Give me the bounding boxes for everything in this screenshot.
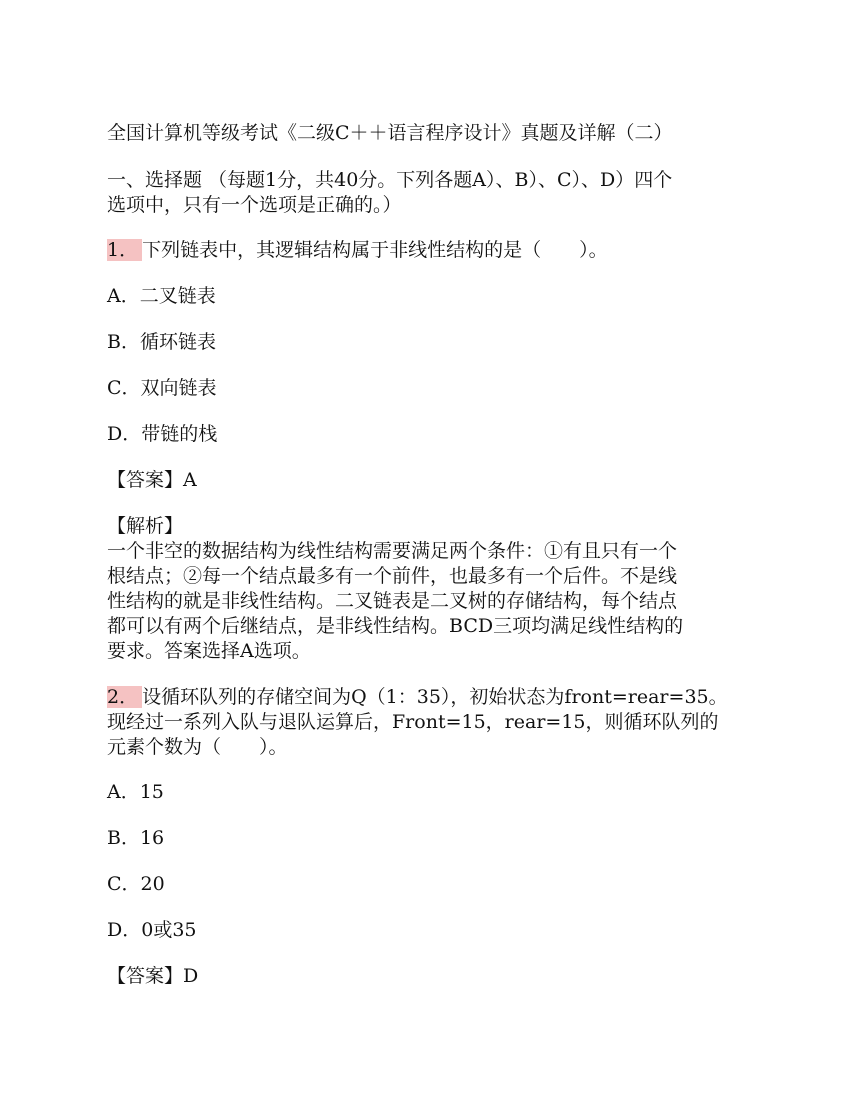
question-1-number: 1． (107, 239, 142, 261)
question-2-option-a: A．15 (107, 781, 164, 803)
section-heading-line-2: 选项中，只有一个选项是正确的。） (107, 194, 402, 216)
question-2-stem-line-2: 现经过一系列入队与退队运算后，Front=15，rear=15，则循环队列的 (107, 711, 719, 733)
question-1-analysis-line-2: 根结点；②每一个结点最多有一个前件，也最多有一个后件。不是线 (107, 565, 678, 587)
section-heading-line-1: 一、选择题 （每题1分，共40分。下列各题A）、B）、C）、D）四个 (107, 169, 673, 191)
question-1-analysis-line-4: 都可以有两个后继结点，是非线性结构。BCD三项均满足线性结构的 (107, 615, 684, 637)
question-2-answer: 【答案】D (107, 965, 199, 987)
question-1-analysis-line-1: 一个非空的数据结构为线性结构需要满足两个条件：①有且只有一个 (107, 540, 678, 562)
question-2-option-b: B．16 (107, 827, 165, 849)
question-1-analysis-line-3: 性结构的就是非线性结构。二叉链表是二叉树的存储结构，每个结点 (107, 590, 678, 612)
question-2-stem-part-1: 设循环队列的存储空间为Q（1：35），初始状态为front=rear=35。 (142, 686, 728, 708)
document-title: 全国计算机等级考试《二级C＋＋语言程序设计》真题及详解（二） (107, 122, 673, 144)
question-1-option-d: D．带链的栈 (107, 423, 218, 445)
question-1-stem-line (107, 238, 608, 262)
question-1-stem: 下列链表中，其逻辑结构属于非线性结构的是（ ）。 (142, 239, 608, 261)
question-2-option-c: C．20 (107, 873, 165, 895)
question-1-analysis-line-5: 要求。答案选择A选项。 (107, 640, 311, 662)
question-1-option-b: B．循环链表 (107, 331, 216, 353)
question-1-answer: 【答案】A (107, 469, 197, 491)
question-2-stem-line-1 (107, 685, 728, 709)
question-2-number: 2． (107, 686, 142, 708)
question-1-option-a: A．二叉链表 (107, 285, 216, 307)
question-1-analysis-label: 【解析】 (107, 515, 184, 537)
question-2-stem-line-3: 元素个数为（ ）。 (107, 736, 288, 758)
question-2-option-d: D．0或35 (107, 919, 197, 941)
question-1-option-c: C．双向链表 (107, 377, 217, 399)
